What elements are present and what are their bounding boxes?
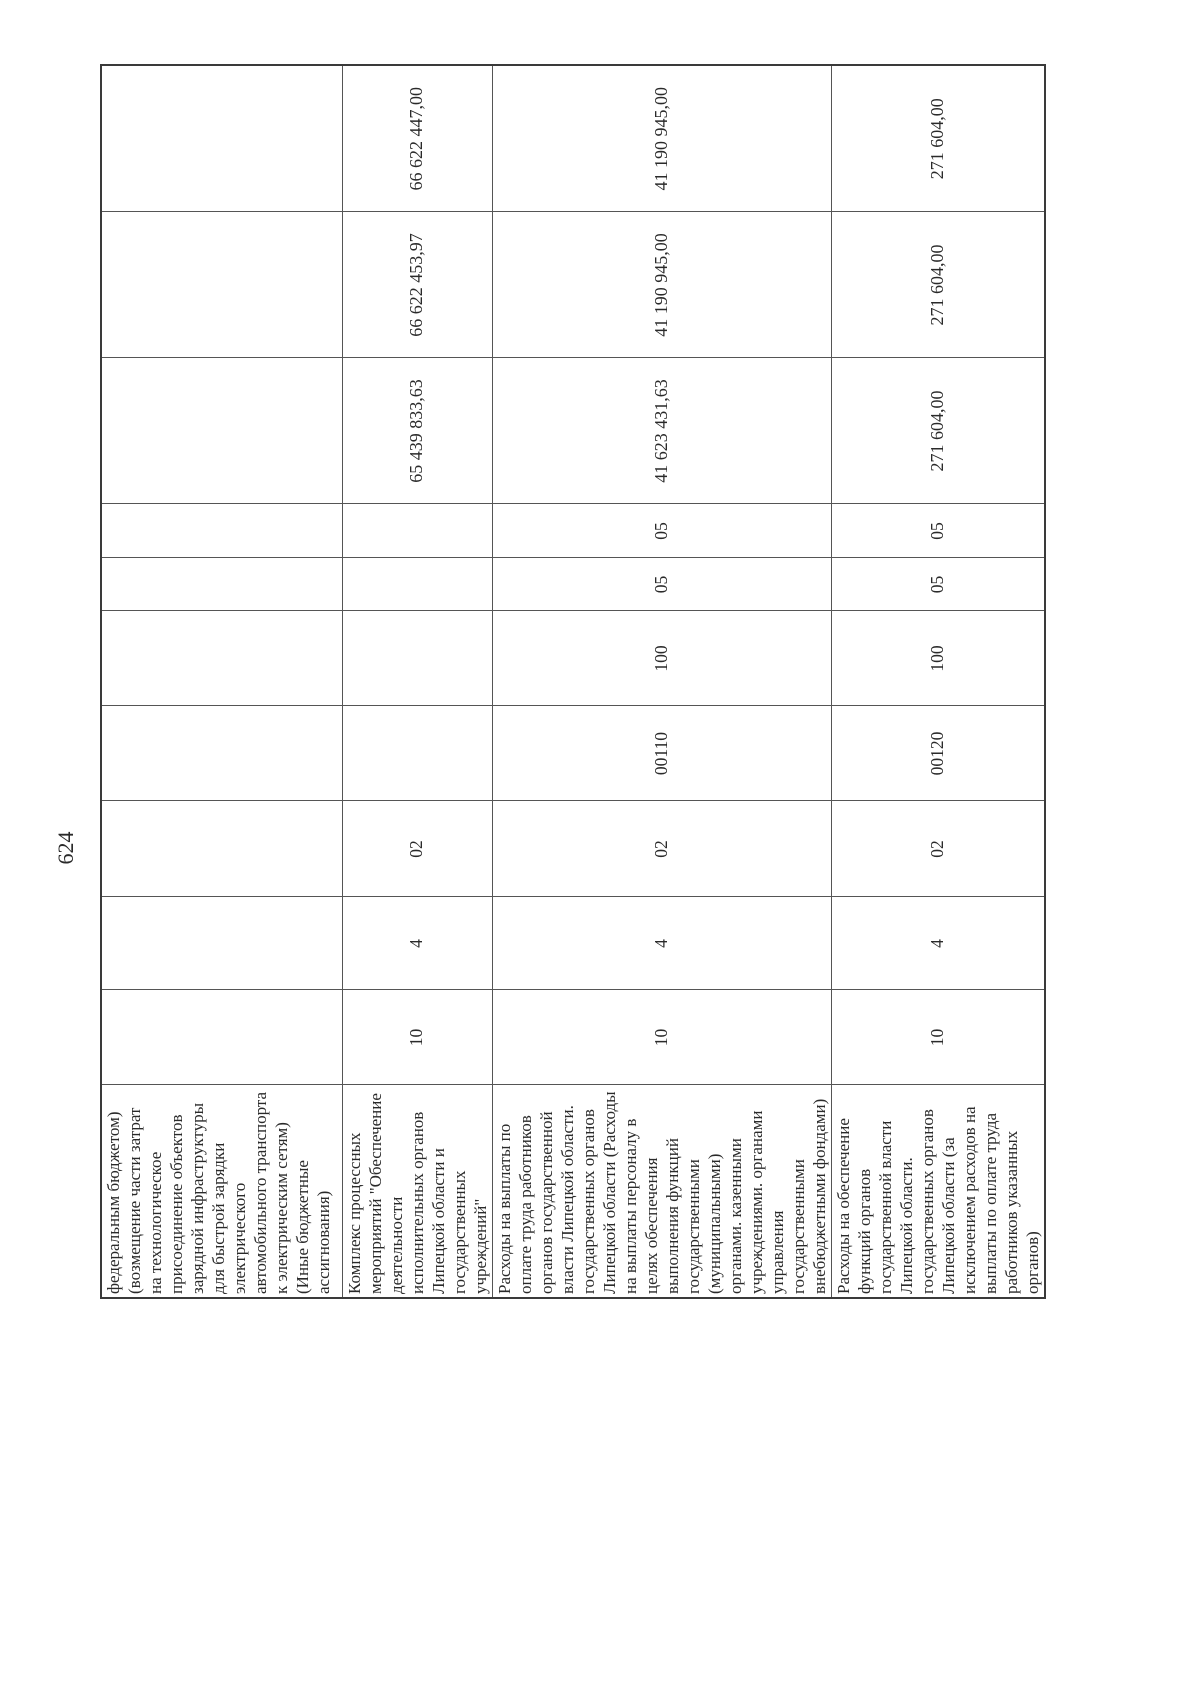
amount-cell: 271 604,00 [831,65,1045,212]
row-description: Расходы на обеспечение функций органов государственной власти Липецкой области. государственных органов Липецкой области (за исключением расходов на выплаты по оплате труда работников указанных органов) [831,1085,1045,1298]
code-cell: 10 [831,990,1045,1085]
amount-cell: 66 622 453,97 [342,212,492,358]
amount-cell: 41 190 945,00 [492,212,831,358]
row-description: Расходы на выплаты по оплате труда работников органов государственной власти Липецкой области. государственных органов Липецкой области (Расходы на выплаты персоналу в целях обеспечения выполнения функций государственными (муниципальными) органами. казенными учреждениями. органами управления государственными внебюджетными фондами) [492,1085,831,1298]
code-cell: 100 [492,611,831,706]
code-cell [101,990,342,1085]
table-rotation-wrapper [100,66,1042,1299]
code-cell [342,504,492,558]
amount-cell: 271 604,00 [831,358,1045,504]
table-row [492,65,831,1298]
code-cell: 10 [342,990,492,1085]
code-cell [342,611,492,706]
code-cell [101,801,342,897]
table-row [101,65,342,1298]
amount-cell [101,65,342,212]
code-cell [101,558,342,611]
code-cell: 4 [831,897,1045,990]
code-cell: 02 [831,801,1045,897]
code-cell: 05 [492,558,831,611]
code-cell: 02 [492,801,831,897]
row-description: федеральным бюджетом) (возмещение части затрат на технологическое присоединение объектов зарядной инфраструктуры для быстрой зарядки электрического автомобильного транспорта к электрическим сетям) (Иные бюджетные ассигнования) [101,1085,342,1298]
code-cell: 00120 [831,706,1045,801]
amount-cell [101,212,342,358]
code-cell [101,611,342,706]
table-row [342,65,492,1298]
budget-table [100,64,1046,1299]
code-cell: 05 [492,504,831,558]
amount-cell [101,358,342,504]
code-cell [101,897,342,990]
code-cell: 02 [342,801,492,897]
code-cell: 4 [342,897,492,990]
code-cell: 100 [831,611,1045,706]
code-cell: 10 [492,990,831,1085]
row-description: Комплекс процессных мероприятий "Обеспечение деятельности исполнительных органов Липецкой области и государственных учреждений" [342,1085,492,1298]
page-number: 624 [53,831,78,865]
code-cell [101,706,342,801]
amount-cell: 41 190 945,00 [492,65,831,212]
code-cell: 4 [492,897,831,990]
code-cell: 00110 [492,706,831,801]
amount-cell: 271 604,00 [831,212,1045,358]
code-cell [342,706,492,801]
amount-cell: 41 623 431,63 [492,358,831,504]
table-row [831,65,1045,1298]
code-cell [342,558,492,611]
code-cell: 05 [831,504,1045,558]
amount-cell: 66 622 447,00 [342,65,492,212]
code-cell: 05 [831,558,1045,611]
amount-cell: 65 439 833,63 [342,358,492,504]
code-cell [101,504,342,558]
